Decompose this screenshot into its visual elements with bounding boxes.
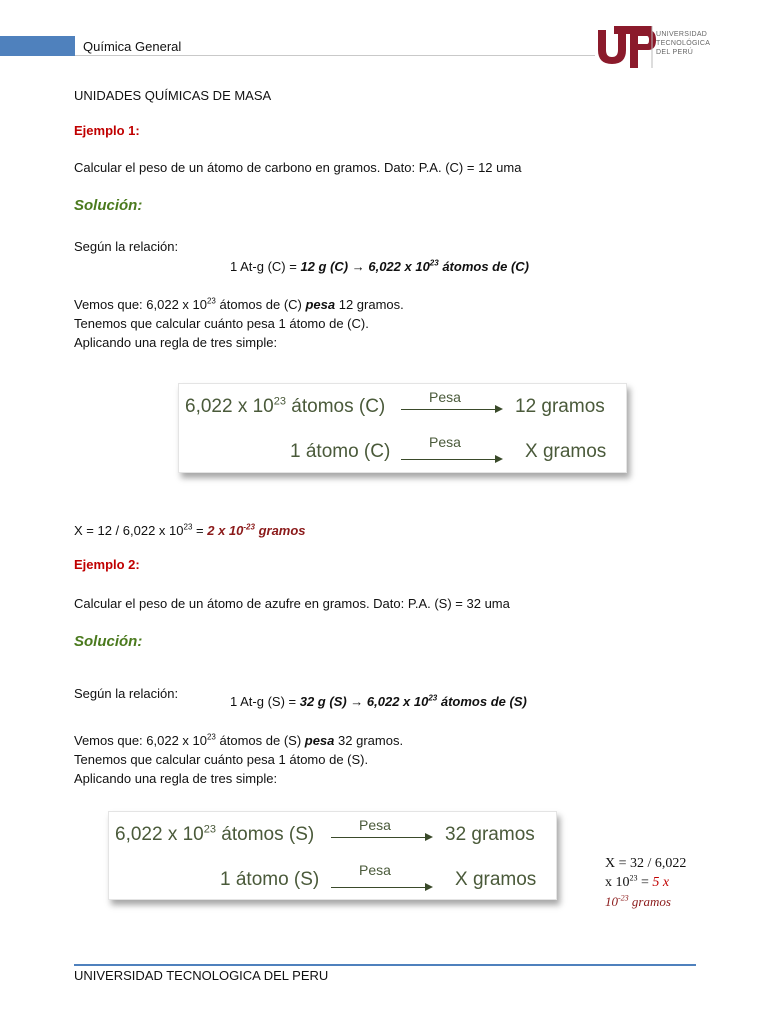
arrow-icon xyxy=(401,459,501,460)
header-divider xyxy=(75,55,595,56)
result-value: 5 x xyxy=(652,875,670,890)
result-line-3 xyxy=(605,892,725,911)
logo-text-line: TECNOLÓGICA xyxy=(656,40,711,47)
result-value-b: gramos xyxy=(254,523,306,538)
relation-exponent: 23 xyxy=(428,693,438,703)
arrow-icon xyxy=(401,409,501,410)
result-text: X = 12 / 6,022 x 10 xyxy=(74,523,184,538)
result-value-exponent: -23 xyxy=(243,522,255,532)
box-row-2-pesa: Pesa xyxy=(359,862,391,878)
example-2-relation-intro: Según la relación: xyxy=(74,686,179,701)
result-text: x 10 xyxy=(605,875,630,890)
example-2-line-2: Tenemos que calcular cuánto pesa 1 átomo de (S). xyxy=(74,752,369,767)
box-row-1-left xyxy=(115,824,314,846)
relation-lhs: 1 At-g (S) = xyxy=(230,694,300,709)
relation-rhs-c: átomos de (C) xyxy=(438,259,529,274)
example-2-relation xyxy=(230,694,527,709)
box-exponent: 23 xyxy=(273,395,286,408)
arrow-icon xyxy=(331,887,431,888)
relation-exponent: 23 xyxy=(429,258,439,268)
example-2-heading: Ejemplo 2: xyxy=(74,557,140,572)
relation-rhs xyxy=(300,694,527,709)
footer-divider xyxy=(74,964,696,966)
example-1-problem: Calcular el peso de un átomo de carbono en gramos. Dato: P.A. (C) = 12 uma xyxy=(74,160,522,175)
result-value-exponent: -23 xyxy=(618,893,629,903)
relation-rhs xyxy=(300,259,529,274)
result-value xyxy=(207,523,305,538)
box-row-1-right: 32 gramos xyxy=(445,824,535,845)
result-text: = xyxy=(192,523,208,538)
example-2-result xyxy=(605,854,725,911)
example-2-problem: Calcular el peso de un átomo de azufre en gramos. Dato: P.A. (S) = 32 uma xyxy=(74,596,510,611)
line-exponent: 23 xyxy=(206,296,216,306)
box-row-2-left: 1 átomo (C) xyxy=(290,441,391,462)
line-text: átomos de (S) xyxy=(215,733,305,748)
example-1-rule-of-three-box xyxy=(178,383,627,473)
box-row-1-right: 12 gramos xyxy=(515,396,605,417)
result-exponent: 23 xyxy=(629,873,638,883)
box-exponent: 23 xyxy=(203,823,216,836)
result-exponent: 23 xyxy=(183,522,193,532)
pesa-emphasis: pesa xyxy=(304,733,335,748)
example-1-relation-intro: Según la relación: xyxy=(74,239,179,254)
example-1-line-3: Aplicando una regla de tres simple: xyxy=(74,335,278,350)
course-name: Química General xyxy=(83,39,182,54)
pesa-emphasis: pesa xyxy=(305,297,336,312)
footer-text: UNIVERSIDAD TECNOLOGICA DEL PERU xyxy=(74,968,329,983)
line-text: Vemos que: 6,022 x 10 xyxy=(74,297,207,312)
result-line-2 xyxy=(605,873,725,892)
logo-text-line: UNIVERSIDAD xyxy=(656,31,708,38)
box-row-1-pesa: Pesa xyxy=(359,817,391,833)
box-row-2-right: X gramos xyxy=(455,869,537,890)
line-text: 32 gramos. xyxy=(334,733,404,748)
box-row-2-left: 1 átomo (S) xyxy=(220,869,320,890)
example-1-relation xyxy=(230,259,529,274)
header-accent-bar xyxy=(0,36,75,56)
line-text: 12 gramos. xyxy=(335,297,404,312)
example-2-line-3: Aplicando una regla de tres simple: xyxy=(74,771,278,786)
box-text: átomos (C) xyxy=(286,396,386,417)
box-text: 6,022 x 10 xyxy=(185,396,274,417)
line-exponent: 23 xyxy=(206,732,216,742)
box-row-1-left xyxy=(185,396,385,418)
result-value-a: 2 x 10 xyxy=(207,523,244,538)
example-2-line-1 xyxy=(74,733,403,748)
example-1-line-1 xyxy=(74,297,404,312)
page-title: UNIDADES QUÍMICAS DE MASA xyxy=(74,88,272,103)
relation-lhs: 1 At-g (C) = xyxy=(230,259,301,274)
logo-text xyxy=(656,30,710,57)
line-text: Vemos que: 6,022 x 10 xyxy=(74,733,207,748)
example-1-line-2: Tenemos que calcular cuánto pesa 1 átomo de (C). xyxy=(74,316,369,331)
line-text: átomos de (C) xyxy=(215,297,306,312)
box-row-2-pesa: Pesa xyxy=(429,434,461,450)
result-value-unit: gramos xyxy=(628,894,671,909)
arrow-icon xyxy=(331,837,431,838)
result-text: = xyxy=(637,875,653,890)
result-value-base: 10 xyxy=(605,894,618,909)
box-text: átomos (S) xyxy=(216,824,315,845)
logo-text-line: DEL PERÚ xyxy=(656,49,694,56)
box-text: 6,022 x 10 xyxy=(115,824,204,845)
relation-rhs-a: 12 g (C) → 6,022 x 10 xyxy=(300,259,430,274)
example-1-result xyxy=(74,523,306,538)
example-2-solution-heading: Solución: xyxy=(74,633,143,650)
example-1-heading: Ejemplo 1: xyxy=(74,123,140,138)
relation-rhs-a: 32 g (S) → 6,022 x 10 xyxy=(299,694,429,709)
box-row-2-right: X gramos xyxy=(525,441,607,462)
box-row-1-pesa: Pesa xyxy=(429,389,461,405)
example-1-solution-heading: Solución: xyxy=(74,197,143,214)
relation-rhs-c: átomos de (S) xyxy=(437,694,527,709)
example-2-rule-of-three-box xyxy=(108,811,557,900)
result-line-1: X = 32 / 6,022 xyxy=(605,856,687,871)
